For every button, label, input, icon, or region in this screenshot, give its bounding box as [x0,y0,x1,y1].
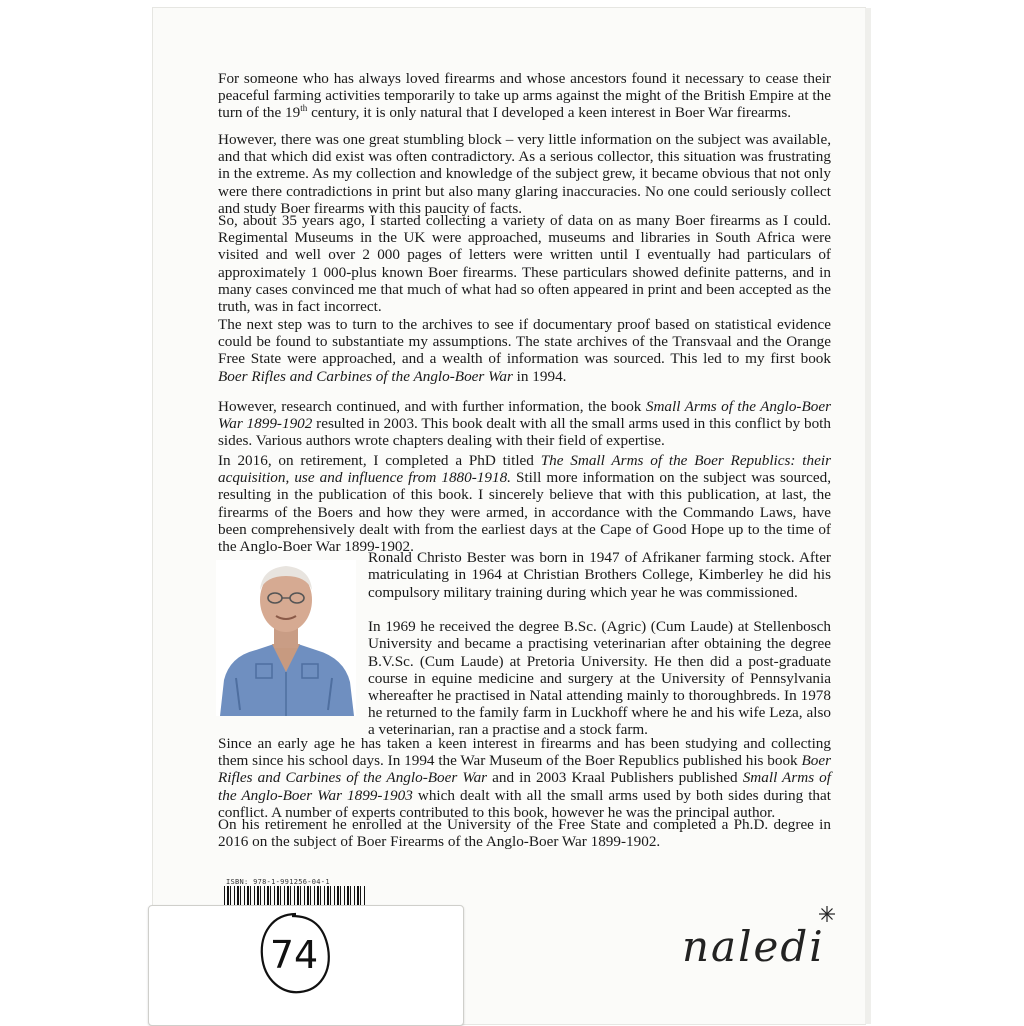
paragraph-intro: For someone who has always loved firearms and whose ancestors found it necessary to cease their peaceful farming activities temporarily to take up arms against the might of the British Empire at the turn of the 19th century, it is only natural that I developed a keen interest in Boer War firearms. [218,70,831,122]
paragraph-biography-birth: Ronald Christo Bester was born in 1947 of Afrikaner farming stock. After matriculating in 1964 at Christian Brothers College, Kimberley he did his compulsory military training during which year he was commissioned. [368,549,831,601]
paragraph-archives: The next step was to turn to the archives to see if documentary proof based on statistical evidence could be found to substantiate my assumptions. The state archives of the Transvaal and the Orange Free State were approached, and a wealth of information was sourced. This led to my first book Boer Rifles and Carbines of the Anglo-Boer War in 1994. [218,316,831,385]
paragraph-biography-interest: Since an early age he has taken a keen interest in firearms and has been studying and collecting them since his school days. In 1994 the War Museum of the Boer Republics published his book Boer Rifles and Carbines of the Anglo-Boer War and in 2003 Kraal Publishers published Small Arms of the Anglo-Boer War 1899-1903 which dealt with all the small arms used by both sides during that conflict. A number of experts contributed to this book, however he was the principal author. [218,735,831,821]
book-spine-edge [865,8,871,1024]
handwritten-number-circle [256,910,334,996]
paragraph-research: However, research continued, and with further information, the book Small Arms of the Anglo-Boer War 1899-1902 resulted in 2003. This book dealt with all the small arms used in this conflict by both sides. Various authors wrote chapters dealing with their field of expertise. [218,398,831,450]
paragraph-biography-education: In 1969 he received the degree B.Sc. (Agric) (Cum Laude) at Stellenbosch University and became a practising veterinarian after obtaining the degree B.V.Sc. (Cum Laude) at Pretoria University. He then did a post-graduate course in equine medicine and surgery at the University of Pennsylvania whereafter he practised in Natal attending mainly to thoroughbreds. In 1978 he returned to the family farm in Luckhoff where he and his wife Leza, also a veterinarian, ran a practise and a stock farm. [368,618,831,739]
author-portrait-illustration [216,560,356,716]
paragraph-data-collection: So, about 35 years ago, I started collecting a variety of data on as many Boer firearms as I could. Regimental Museums in the UK were approached, museums and libraries in South Africa were visited and well over 2 000 pages of letters were written until I eventually had particulars of approximately 1 000-plus known Boer firearms. These particulars showed definite patterns, and in many cases convinced me that much of what had so often appeared in print and been accepted as the truth, was in fact incorrect. [218,212,831,316]
paragraph-stumbling-block: However, there was one great stumbling block – very little information on the subject was available, and that which did exist was often contradictory. As a serious collector, this situation was frustrating in the extreme. As my collection and knowledge of the subject grew, it became obvious that not only were there contradictions in print but also many glaring inaccuracies. No one could seriously collect and study Boer firearms with this paucity of facts. [218,131,831,217]
publisher-logo-text: naledi [682,922,825,971]
author-photo [216,560,356,716]
paragraph-phd: In 2016, on retirement, I completed a PhD titled The Small Arms of the Boer Republics: their acquisition, use and influence from 1880-1918. Still more information on the subject was sourced, resulting in the publication of this book. I sincerely believe that with this publication, at last, the firearms of the Boers and how they were armed, in accordance with the Commando Laws, have been comprehensively dealt with from the earliest days at the Cape of Good Hope up to the time of the Anglo-Boer War 1899-1902. [218,452,831,556]
paragraph-biography-retirement: On his retirement he enrolled at the University of the Free State and completed a Ph.D. degree in 2016 on the subject of Boer Firearms of the Anglo-Boer War 1899-1902. [218,816,831,851]
isbn-label: ISBN: 978-1-991256-04-1 [226,878,330,886]
handwritten-number: 74 [269,933,319,977]
star-icon [818,905,836,923]
